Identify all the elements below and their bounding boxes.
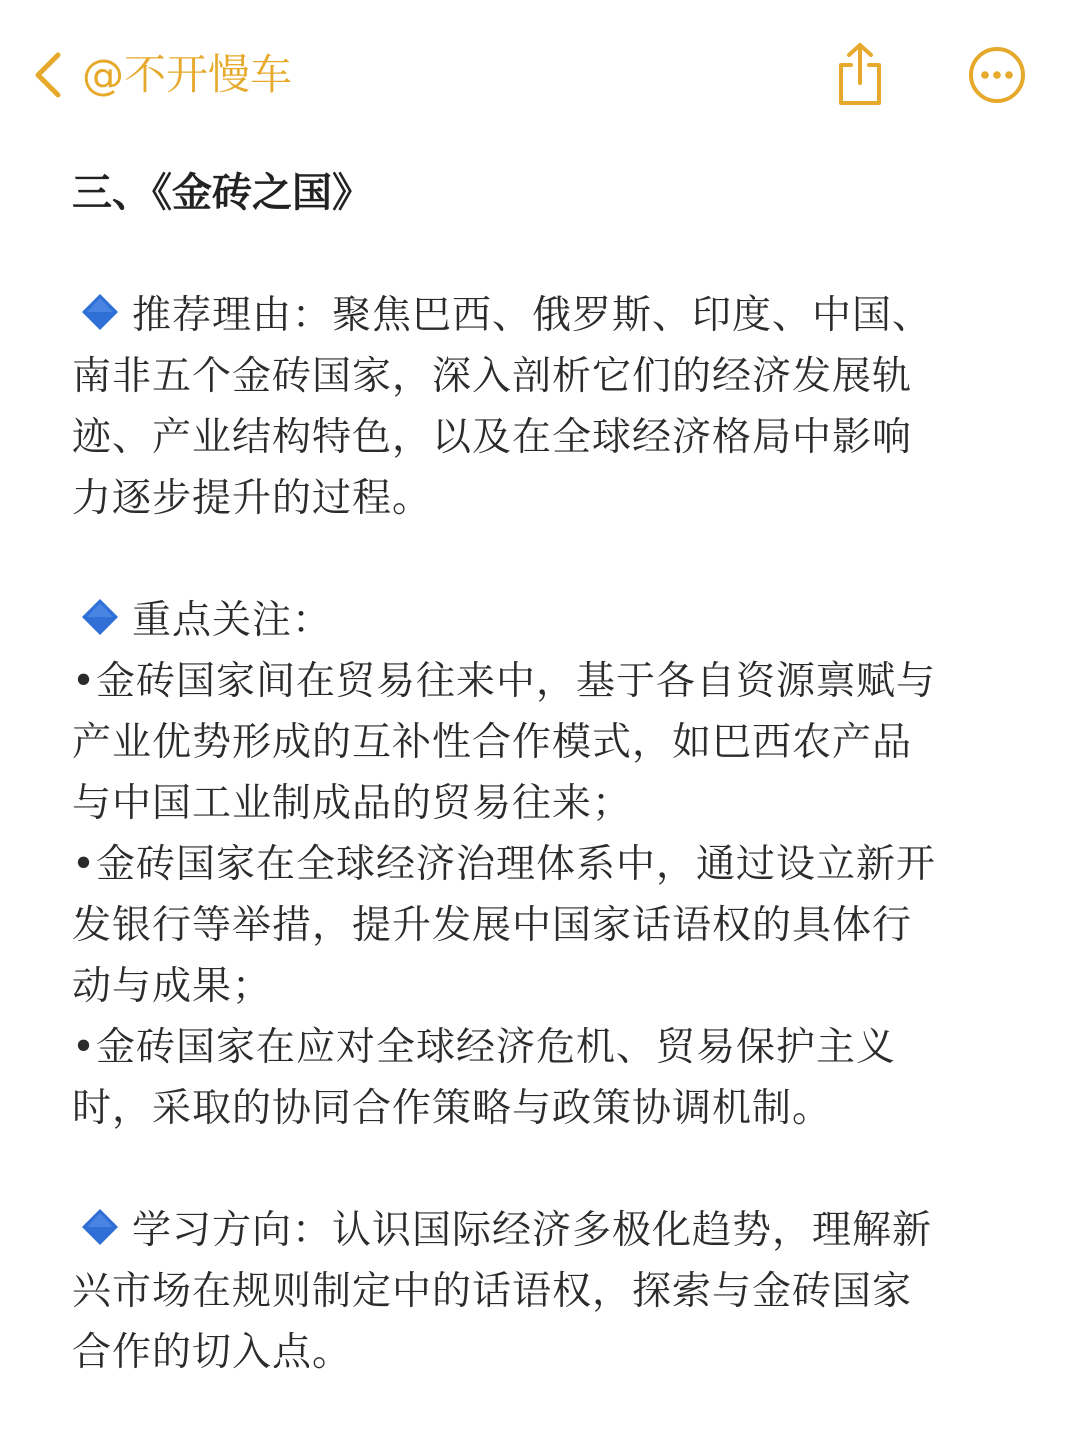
section-line: 兴市场在规则制定中的话语权，探索与金砖国家 — [72, 1269, 913, 1314]
section-line — [72, 1200, 1012, 1261]
chevron-left-icon — [32, 51, 64, 99]
top-nav-bar — [0, 38, 1080, 114]
blue-diamond-icon — [80, 1207, 120, 1247]
section-line — [72, 285, 1012, 346]
section-learning — [72, 1200, 1012, 1383]
section-line: 合作的切入点。 — [72, 1330, 353, 1375]
section-recommendation — [72, 285, 1012, 529]
back-button[interactable] — [28, 50, 68, 100]
section-line: •金砖国家间在贸易往来中，基于各自资源禀赋与 — [72, 659, 937, 704]
note-title[interactable]: @不开慢车 — [82, 50, 293, 99]
section-line: •金砖国家在应对全球经济危机、贸易保护主义 — [72, 1025, 897, 1070]
section-line: 时，采取的协同合作策略与政策协调机制。 — [72, 1086, 833, 1131]
section-line: 与中国工业制成品的贸易往来； — [72, 781, 633, 826]
section-line — [72, 590, 1012, 651]
share-button[interactable] — [830, 38, 890, 110]
article-heading: 三、《金砖之国》 — [72, 170, 372, 216]
section-focus — [72, 590, 1012, 1139]
section-text: 学习方向：认识国际经济多极化趋势，理解新 — [132, 1208, 933, 1253]
section-line: 迹、产业结构特色，以及在全球经济格局中影响 — [72, 415, 913, 460]
section-line: 力逐步提升的过程。 — [72, 476, 433, 521]
section-line: •金砖国家在全球经济治理体系中，通过设立新开 — [72, 842, 937, 887]
blue-diamond-icon — [80, 292, 120, 332]
more-icon — [967, 45, 1027, 105]
section-line: 发银行等举措，提升发展中国家话语权的具体行 — [72, 903, 913, 948]
section-line: 产业优势形成的互补性合作模式，如巴西农产品 — [72, 720, 913, 765]
share-icon — [833, 41, 887, 107]
section-line: 南非五个金砖国家，深入剖析它们的经济发展轨 — [72, 354, 913, 399]
more-options-button[interactable] — [966, 44, 1028, 106]
blue-diamond-icon — [80, 597, 120, 637]
section-text: 推荐理由：聚焦巴西、俄罗斯、印度、中国、 — [132, 293, 933, 338]
section-text: 重点关注： — [132, 598, 333, 643]
section-line: 动与成果； — [72, 964, 273, 1009]
